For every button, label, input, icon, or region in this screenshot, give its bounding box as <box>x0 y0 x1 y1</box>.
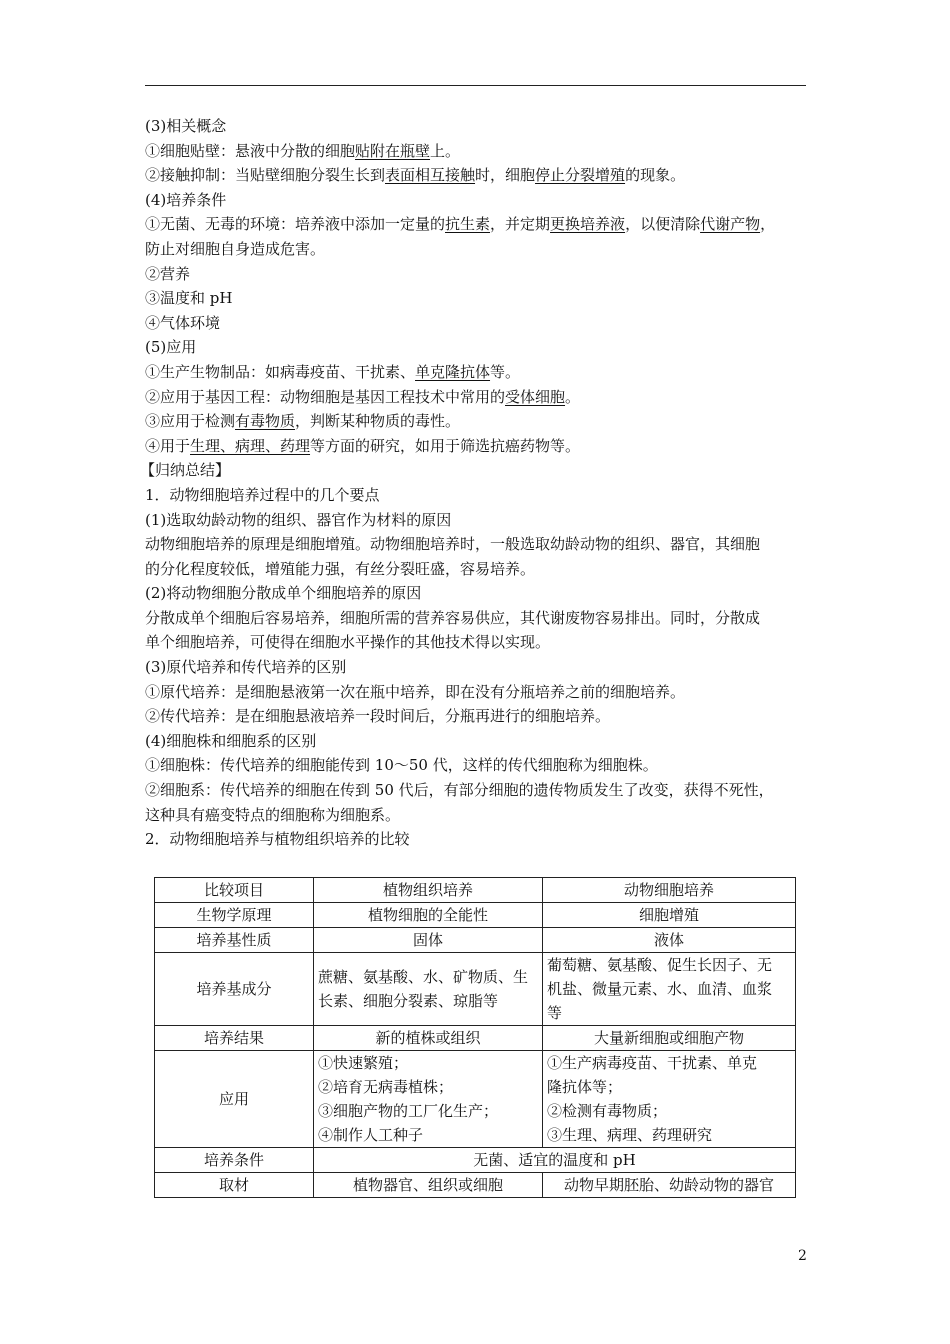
summary-1-2-line-2: 单个细胞培养，可使得在细胞水平操作的其他技术得以实现。 <box>145 633 551 652</box>
table-header-cell: 动物细胞培养 <box>543 878 796 903</box>
table-cell: 固体 <box>314 928 543 953</box>
section-4-item-1: ①无菌、无毒的环境：培养液中添加一定量的抗生素，并定期更换培养液，以便清除代谢产物， <box>145 215 776 234</box>
summary-1-1-line-1: 动物细胞培养的原理是细胞增殖。动物细胞培养时，一般选取幼龄动物的组织、器官，其细胞 <box>145 535 761 554</box>
table-cell <box>543 1051 796 1148</box>
header-rule <box>145 85 806 86</box>
section-5-title: (5)应用 <box>145 338 197 357</box>
summary-point-2-title: 2．动物细胞培养与植物组织培养的比较 <box>145 830 410 849</box>
table-cell: 液体 <box>543 928 796 953</box>
table-cell: 大量新细胞或细胞产物 <box>543 1026 796 1051</box>
cell-line: ③生理、病理、药理研究 <box>547 1126 713 1144</box>
cell-line: ①快速繁殖； <box>318 1054 409 1072</box>
cell-line: 葡萄糖、氨基酸、促生长因子、无 <box>547 956 773 974</box>
section-4-item-4: ④气体环境 <box>145 313 221 332</box>
section-5-item-2: ②应用于基因工程：动物细胞是基因工程技术中常用的受体细胞。 <box>145 387 581 406</box>
section-4-item-3: ③温度和 pH <box>145 289 233 308</box>
cell-line: ④制作人工种子 <box>318 1126 424 1144</box>
summary-1-4-a: ①细胞株：传代培养的细胞能传到 10～50 代，这样的传代细胞称为细胞株。 <box>145 756 658 775</box>
summary-1-1-line-2: 的分化程度较低，增殖能力强，有丝分裂旺盛，容易培养。 <box>145 559 536 578</box>
cell-line: 蔗糖、氨基酸、水、矿物质、生 <box>318 968 529 986</box>
document-body <box>140 114 807 852</box>
summary-1-2-title: (2)将动物细胞分散成单个细胞培养的原因 <box>145 584 422 603</box>
table-cell: 植物器官、组织或细胞 <box>314 1173 543 1198</box>
summary-1-4-b-line-2: 这种具有癌变特点的细胞称为细胞系。 <box>145 805 401 824</box>
cell-line: 长素、细胞分裂素、琼脂等 <box>318 992 499 1010</box>
cell-line: ②培育无病毒植株； <box>318 1078 454 1096</box>
page-number: 2 <box>798 1248 807 1264</box>
table-cell: 生物学原理 <box>155 903 314 928</box>
table-cell <box>314 1051 543 1148</box>
table-cell: 应用 <box>155 1051 314 1148</box>
table-header-cell: 比较项目 <box>155 878 314 903</box>
table-row <box>155 928 796 953</box>
cell-line: ②检测有毒物质； <box>547 1102 668 1120</box>
table-row <box>155 1173 796 1198</box>
table-row <box>155 1148 796 1173</box>
section-5-item-4: ④用于生理、病理、药理等方面的研究，如用于筛选抗癌药物等。 <box>145 436 581 455</box>
table-row <box>155 1051 796 1148</box>
section-4-item-1-cont: 防止对细胞自身造成危害。 <box>145 239 326 258</box>
table-cell: 培养条件 <box>155 1148 314 1173</box>
table-header-cell: 植物组织培养 <box>314 878 543 903</box>
section-5-item-1: ①生产生物制品：如病毒疫苗、干扰素、单克隆抗体等。 <box>145 362 521 381</box>
table-row <box>155 903 796 928</box>
summary-point-1-title: 1．动物细胞培养过程中的几个要点 <box>145 485 380 504</box>
table-cell: 培养基性质 <box>155 928 314 953</box>
summary-1-4-b-line-1: ②细胞系：传代培养的细胞在传到 50 代后，有部分细胞的遗传物质发生了改变，获得不死性， <box>145 781 774 800</box>
table-cell <box>314 953 543 1026</box>
summary-1-4-title: (4)细胞株和细胞系的区别 <box>145 731 317 750</box>
table-cell: 取材 <box>155 1173 314 1198</box>
cell-line: 等 <box>547 1004 563 1022</box>
table-cell: 新的植株或组织 <box>314 1026 543 1051</box>
section-4-title: (4)培养条件 <box>145 190 227 209</box>
summary-heading: 【归纳总结】 <box>140 461 231 480</box>
table-cell: 植物细胞的全能性 <box>314 903 543 928</box>
cell-line: 隆抗体等； <box>547 1078 623 1096</box>
cell-line: ③细胞产物的工厂化生产； <box>318 1102 499 1120</box>
summary-1-3-title: (3)原代培养和传代培养的区别 <box>145 658 347 677</box>
table-row <box>155 953 796 1026</box>
section-4-item-2: ②营养 <box>145 264 191 283</box>
table-row <box>155 878 796 903</box>
table-cell: 无菌、适宜的温度和 pH <box>314 1148 796 1173</box>
table-cell <box>543 953 796 1026</box>
summary-1-1-title: (1)选取幼龄动物的组织、器官作为材料的原因 <box>145 510 452 529</box>
section-3-item-1: ①细胞贴壁：悬液中分散的细胞贴附在瓶壁上。 <box>145 141 461 160</box>
table-cell: 培养结果 <box>155 1026 314 1051</box>
table-cell: 细胞增殖 <box>543 903 796 928</box>
section-3-title: (3)相关概念 <box>145 117 227 135</box>
table-row <box>155 1026 796 1051</box>
section-3-item-2: ②接触抑制：当贴壁细胞分裂生长到表面相互接触时，细胞停止分裂增殖的现象。 <box>145 166 686 185</box>
summary-1-3-a: ①原代培养：是细胞悬液第一次在瓶中培养，即在没有分瓶培养之前的细胞培养。 <box>145 682 686 701</box>
section-5-item-3: ③应用于检测有毒物质，判断某种物质的毒性。 <box>145 412 461 431</box>
table-cell: 培养基成分 <box>155 953 314 1026</box>
summary-1-2-line-1: 分散成单个细胞后容易培养，细胞所需的营养容易供应，其代谢废物容易排出。同时，分散成 <box>145 608 761 627</box>
cell-line: 机盐、微量元素、水、血清、血浆 <box>547 980 773 998</box>
comparison-table <box>154 877 796 1198</box>
table-cell: 动物早期胚胎、幼龄动物的器官 <box>543 1173 796 1198</box>
summary-1-3-b: ②传代培养：是在细胞悬液培养一段时间后，分瓶再进行的细胞培养。 <box>145 707 611 726</box>
cell-line: ①生产病毒疫苗、干扰素、单克 <box>547 1054 758 1072</box>
